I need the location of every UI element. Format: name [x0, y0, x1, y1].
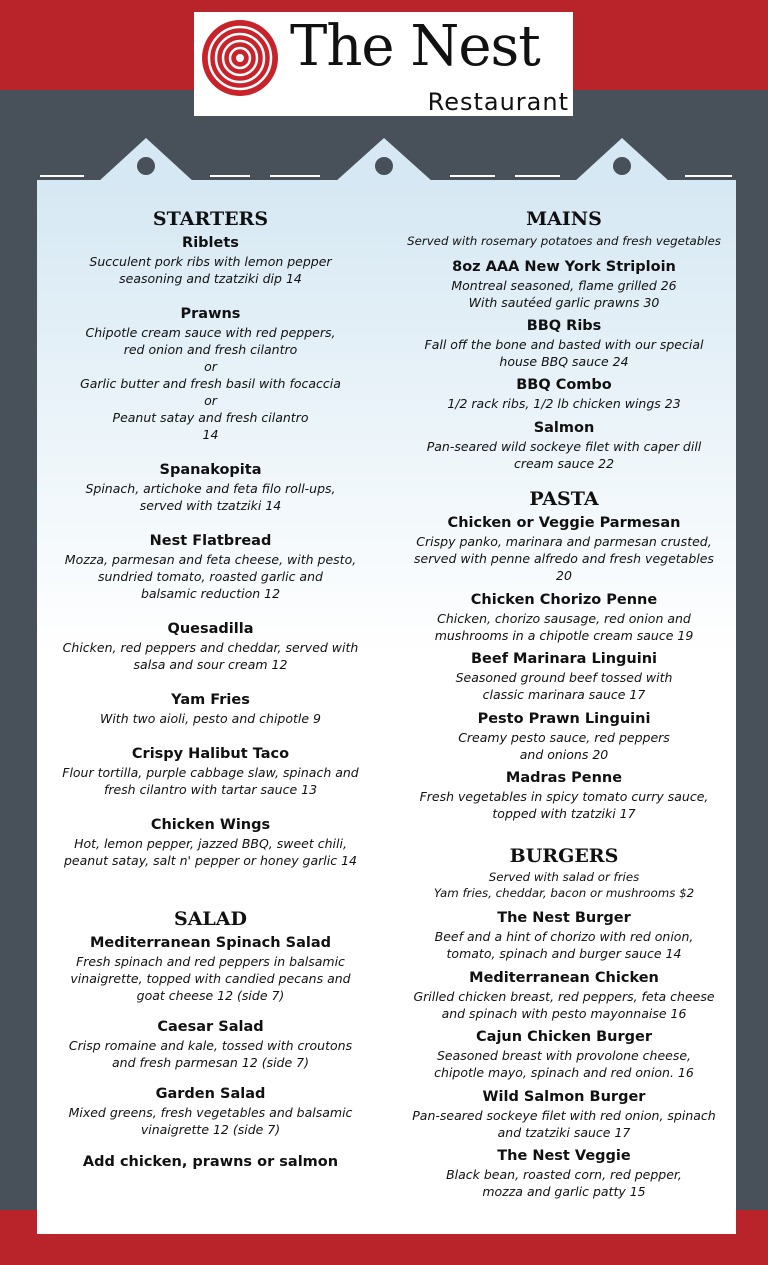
menu-item [392, 650, 736, 703]
item-desc: With two aioli, pesto and chipotle 9 [99, 711, 322, 726]
menu-item [392, 710, 736, 763]
item-desc: Chicken, chorizo sausage, red onion and mushrooms in a chipotle cream sauce 19 [434, 611, 694, 643]
item-name: The Nest Veggie [497, 1148, 631, 1164]
logo-title: The Nest [290, 14, 540, 79]
item-desc: 1/2 rack ribs, 1/2 lb chicken wings 23 [447, 396, 681, 411]
menu-item [37, 305, 384, 443]
menu-item [37, 620, 384, 673]
logo [194, 12, 573, 116]
item-name: Yam Fries [171, 692, 250, 708]
salad-heading: SALAD [173, 908, 248, 930]
menu-item [392, 1028, 736, 1081]
menu-item [37, 461, 384, 514]
item-desc: Seasoned ground beef tossed with classic marinara sauce 17 [455, 670, 673, 702]
menu-item [392, 419, 736, 472]
item-name: Chicken Chorizo Penne [470, 592, 658, 608]
item-name: Salmon [533, 420, 595, 436]
note-text: Served with salad or fries Yam fries, cheddar, bacon or mushrooms $2 [433, 870, 695, 900]
item-name: Prawns [180, 306, 241, 322]
hanging-tabs [0, 130, 768, 190]
item-name: Caesar Salad [157, 1019, 264, 1035]
burgers-note [392, 869, 736, 901]
menu-item [37, 532, 384, 602]
item-desc: Beef and a hint of chorizo with red onion, tomato, spinach and burger sauce 14 [434, 929, 694, 961]
item-desc: Flour tortilla, purple cabbage slaw, spinach and fresh cilantro with tartar sauce 13 [62, 765, 359, 797]
item-name: Spanakopita [159, 462, 262, 478]
menu-item [392, 909, 736, 962]
menu-item [37, 745, 384, 798]
addon-text: Add chicken, prawns or salmon [82, 1154, 339, 1170]
item-desc: Mozza, parmesan and feta cheese, with pesto, sundried tomato, roasted garlic and balsamic reduction 12 [64, 552, 357, 601]
item-name: Cajun Chicken Burger [476, 1029, 652, 1045]
item-name: Beef Marinara Linguini [470, 651, 657, 667]
item-desc: Mixed greens, fresh vegetables and balsamic vinaigrette 12 (side 7) [68, 1105, 353, 1137]
item-name: Nest Flatbread [149, 533, 272, 549]
menu-item [37, 1018, 384, 1071]
logo-subtitle: Restaurant [427, 88, 569, 116]
item-desc: Black bean, roasted corn, red pepper, mozza and garlic patty 15 [446, 1167, 682, 1199]
menu-item [37, 234, 384, 287]
item-name: Mediterranean Spinach Salad [89, 935, 331, 951]
item-name: Quesadilla [167, 621, 254, 637]
menu-item [392, 514, 736, 584]
burgers-heading: BURGERS [509, 845, 619, 867]
menu-item [37, 1085, 384, 1138]
menu-item [392, 769, 736, 822]
item-name: Crispy Halibut Taco [131, 746, 290, 762]
item-name: Mediterranean Chicken [469, 970, 659, 986]
item-name: Madras Penne [505, 770, 623, 786]
item-desc: Crispy panko, marinara and parmesan crusted, served with penne alfredo and fresh vegetables 20 [414, 534, 714, 583]
menu-item [392, 591, 736, 644]
menu-item [392, 317, 736, 370]
item-name: Pesto Prawn Linguini [477, 711, 651, 727]
item-desc: Crisp romaine and kale, tossed with croutons and fresh parmesan 12 (side 7) [68, 1038, 353, 1070]
pasta-heading: PASTA [529, 488, 599, 510]
item-desc: Succulent pork ribs with lemon pepper seasoning and tzatziki dip 14 [89, 254, 332, 286]
mains-heading: MAINS [526, 208, 602, 230]
item-name: Garden Salad [155, 1086, 266, 1102]
item-name: Riblets [182, 235, 239, 251]
item-name: Wild Salmon Burger [482, 1089, 646, 1105]
item-desc: Pan-seared wild sockeye filet with caper dill cream sauce 22 [426, 439, 702, 471]
menu-item [37, 934, 384, 1004]
spiral-logo-icon [200, 18, 280, 98]
item-desc: Fresh vegetables in spicy tomato curry sauce, topped with tzatziki 17 [419, 789, 709, 821]
item-desc: Seasoned breast with provolone cheese, chipotle mayo, spinach and red onion. 16 [434, 1048, 694, 1080]
item-name: The Nest Burger [497, 910, 631, 926]
item-desc: Grilled chicken breast, red peppers, feta cheese and spinach with pesto mayonnaise 16 [413, 989, 715, 1021]
item-desc: Chicken, red peppers and cheddar, served with salsa and sour cream 12 [62, 640, 359, 672]
item-desc: Montreal seasoned, flame grilled 26 With sautéed garlic prawns 30 [451, 278, 677, 310]
item-desc: Creamy pesto sauce, red peppers and onions 20 [458, 730, 670, 762]
menu-item [392, 258, 736, 311]
item-desc: Spinach, artichoke and feta filo roll-ups, served with tzatziki 14 [85, 481, 336, 513]
item-name: BBQ Combo [516, 377, 612, 393]
item-name: BBQ Ribs [526, 318, 602, 334]
item-desc: Fall off the bone and basted with our special house BBQ sauce 24 [424, 337, 704, 369]
starters-heading: STARTERS [152, 208, 269, 230]
menu-item [392, 969, 736, 1022]
menu-item [37, 816, 384, 869]
menu-item [37, 691, 384, 727]
menu-panel [37, 182, 736, 1234]
menu-item [392, 1088, 736, 1141]
menu-item [392, 376, 736, 412]
note-text: Served with rosemary potatoes and fresh vegetables [407, 234, 721, 248]
item-name: Chicken Wings [150, 817, 271, 833]
item-name: Chicken or Veggie Parmesan [447, 515, 681, 531]
item-desc: Pan-seared sockeye filet with red onion, spinach and tzatziki sauce 17 [412, 1108, 716, 1140]
item-desc: Fresh spinach and red peppers in balsamic vinaigrette, topped with candied pecans and goat cheese 12 (side 7) [70, 954, 351, 1003]
item-desc: Hot, lemon pepper, jazzed BBQ, sweet chili, peanut satay, salt n' pepper or honey garlic 14 [63, 836, 357, 868]
item-name: 8oz AAA New York Striploin [452, 259, 676, 275]
menu-item [392, 1147, 736, 1200]
mains-note [392, 233, 736, 249]
item-desc: Chipotle cream sauce with red peppers, red onion and fresh cilantro or Garlic butter and fresh basil with focaccia or Peanut satay and fresh cilantro 14 [80, 325, 341, 442]
salad-addon [37, 1153, 384, 1172]
